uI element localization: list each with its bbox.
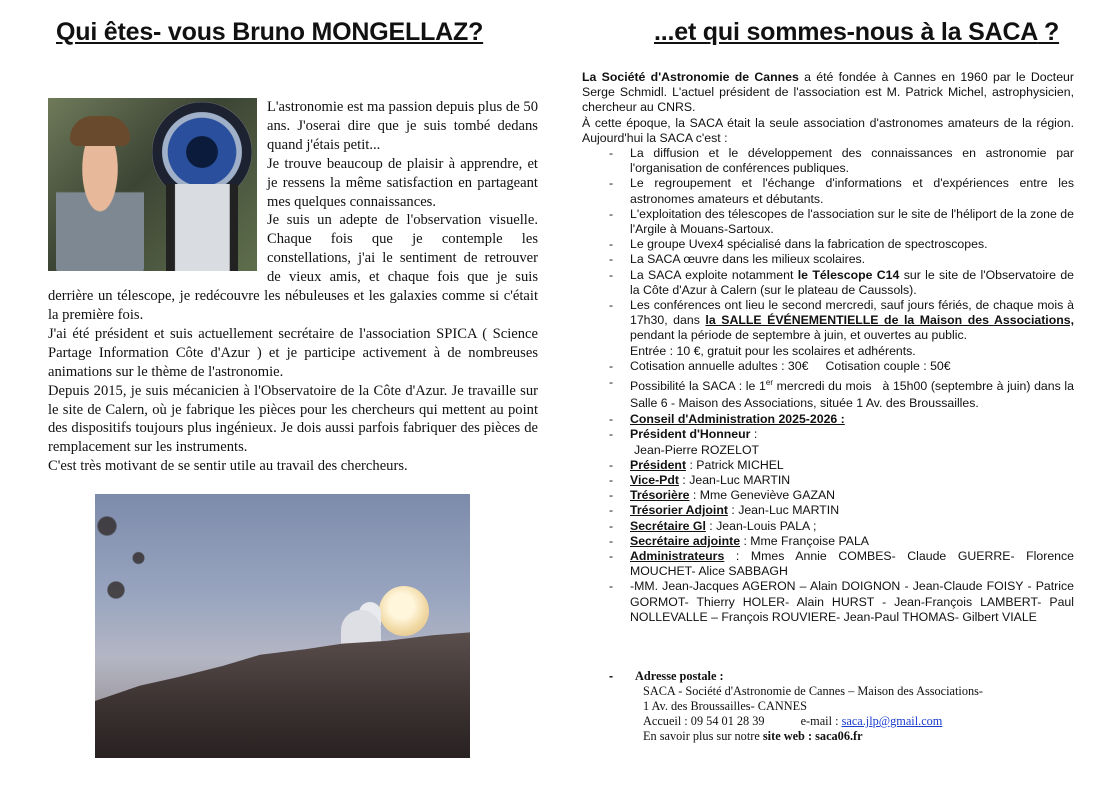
c14-bold: le Télescope C14 <box>797 267 900 282</box>
c14-pre: La SACA exploite notamment <box>630 267 798 282</box>
moon-image <box>379 586 429 636</box>
bio-paragraph-4: J'ai été président et suis actuellement secrétaire de l'association SPICA ( Science Partage Information Côte d'Azur ) et je participe activement à de nombreuses animations sur le thème de l'astronomie. <box>48 325 538 380</box>
address-email-label: e-mail : <box>800 714 842 728</box>
board-item <box>609 488 1074 503</box>
observatory-dome <box>341 610 381 646</box>
observatory-moon-photo <box>95 494 470 758</box>
conseil-title: Conseil d'Administration 2025-2026 : <box>630 412 845 427</box>
board-name: Mmes Annie COMBES- Claude GUERRE- Florence MOUCHET- Alice SABBAGH <box>630 548 1074 579</box>
board-sep: : <box>727 503 739 518</box>
bio-paragraph-6: C'est très motivant de se sentir utile au travail des chercheurs. <box>48 458 408 475</box>
board-name: Mme Geneviève GAZAN <box>699 488 836 503</box>
address-dash: - <box>609 669 614 683</box>
board-item <box>609 534 1074 549</box>
address-web-pre: En savoir plus sur notre <box>643 729 763 743</box>
board-name: Jean-Louis PALA ; <box>716 518 817 533</box>
board-role: Administrateurs <box>630 548 725 563</box>
board-item <box>609 427 1074 457</box>
board-sep: : <box>686 457 697 472</box>
list-item: - L'exploitation des télescopes de l'association sur le site de l'héliport de la zone de l'Argile à Mouans-Sartoux. <box>609 207 1074 237</box>
board-role: Président d'Honneur <box>630 427 751 442</box>
address-body <box>609 669 1069 744</box>
postal-address <box>609 669 1069 744</box>
board-name: Mme Françoise PALA <box>750 533 869 548</box>
portrait-photo <box>48 98 257 271</box>
bio-paragraph-5: Depuis 2015, je suis mécanicien à l'Observatoire de la Côte d'Azur. Je travaille sur le site de Calern, où je fabrique les pièces pour les chercheurs qui mettent au point des dispositifs toujours plus ingénieux. Je dois aussi parfois fabriquer des pièces de remplacement sur les instruments. <box>48 382 538 456</box>
list-item-cotisation: - Cotisation annuelle adultes : 30€ Cotisation couple : 50€ <box>609 359 1074 374</box>
list-item-possibilite <box>609 374 1078 412</box>
board-item <box>609 519 1074 534</box>
conf-post: pendant la période de septembre à juin, et ouvertes au public. <box>630 328 968 343</box>
address-title: Adresse postale : <box>635 669 724 683</box>
board-role: Trésorière <box>630 488 690 503</box>
board-name: Jean-Pierre ROZELOT <box>634 442 760 457</box>
board-role: Vice-Pdt <box>630 472 679 487</box>
board-role: Secrétaire Gl <box>630 518 706 533</box>
list-item-c14 <box>609 268 1074 298</box>
board-name: Patrick MICHEL <box>696 457 784 472</box>
address-line-2: 1 Av. des Broussailles- CANNES <box>643 699 807 713</box>
right-title-question: ? <box>1037 18 1060 46</box>
intro-paragraph <box>582 70 1074 116</box>
bio-paragraph-2: Je trouve beaucoup de plaisir à apprendre, et je ressens la même satisfaction en partageant mes quelques connaissances. <box>267 155 538 210</box>
board-item <box>609 458 1074 473</box>
board-role: Secrétaire adjointe <box>630 533 741 548</box>
saca-text <box>582 70 1078 625</box>
list-item-conferences <box>609 298 1074 359</box>
conf-pre: Les conférences ont lieu le second mercredi, sauf jours fériés, de chaque mois à 17h30, dans <box>630 298 1074 328</box>
board-role: Trésorier Adjoint <box>630 503 728 518</box>
intro-bold: La Société d'Astronomie de Cannes <box>582 70 799 84</box>
list-item: - Le regroupement et l'échange d'informations et d'expériences entre les astronomes amateurs et débutants. <box>609 176 1074 206</box>
board-item <box>609 503 1074 518</box>
intro-paragraph-2: À cette époque, la SACA était la seule association d'astronomes amateurs de la région. Aujourd'hui la SACA c'est : <box>582 115 1074 145</box>
c14-post: sur le site de l'Observatoire de la Côte d'Azur à Calern (sur le plateau de Caussols). <box>630 267 1075 297</box>
list-item-conseil <box>609 412 1074 427</box>
poss-post: mercredi du mois à 15h00 (septembre à juin) dans la Salle 6 - Maison des Associations, située 1 Av. des Broussailles. <box>630 379 1078 411</box>
right-title <box>654 18 1059 47</box>
poss-sup: er <box>765 378 774 388</box>
board-name: Jean-Luc MARTIN <box>689 472 791 487</box>
board-sep: : <box>740 533 751 548</box>
address-line-1: SACA - Société d'Astronomie de Cannes – Maison des Associations- <box>643 684 984 698</box>
intro-rest: a été fondée à Cannes en 1960 par le Docteur Serge Schmidl. L'actuel président de l'association est M. Patrick Michel, astrophysicien, chercheur au CNRS. <box>582 70 1074 115</box>
board-name: Jean-Luc MARTIN <box>738 503 840 518</box>
conf-bold: la SALLE ÉVÉNEMENTIELLE de la Maison des Associations, <box>705 313 1074 328</box>
telescope-tube-image <box>166 184 238 271</box>
right-title-main: ...et qui sommes-nous à la SACA <box>654 18 1038 46</box>
address-phone: Accueil : 09 54 01 28 39 <box>643 714 765 728</box>
list-item: - La diffusion et le développement des connaissances en astronomie par l'organisation de conférences publiques. <box>609 146 1074 176</box>
board-sep: : <box>724 548 751 563</box>
left-title: Qui êtes- vous Bruno MONGELLAZ? <box>56 18 484 46</box>
board-members: - -MM. Jean-Jacques AGERON – Alain DOIGNON - Jean-Claude FOISY - Patrice GORMOT- Thierry HOLER- Alain HURST - Jean-François LAMBERT- Paul NOLLEVALLE – François ROUVIERE- Jean-Paul THOMAS- Gilbert VIALE <box>609 579 1074 625</box>
list-item: - La SACA œuvre dans les milieux scolaires. <box>609 252 1074 267</box>
poss-pre: Possibilité la SACA : le 1 <box>630 379 766 394</box>
board-sep: : <box>678 472 690 487</box>
person-image <box>56 124 144 271</box>
activities-list <box>582 146 1078 625</box>
board-sep: : <box>750 427 758 442</box>
board-item <box>609 549 1074 579</box>
board-sep: : <box>689 488 700 503</box>
hair-image <box>70 116 130 146</box>
board-item <box>609 473 1074 488</box>
bio-text <box>48 98 538 476</box>
tree-branches <box>95 494 179 654</box>
board-sep: : <box>705 518 717 533</box>
conf-entry: Entrée : 10 €, gratuit pour les scolaires et adhérents. <box>630 343 916 358</box>
list-item: - Le groupe Uvex4 spécialisé dans la fabrication de spectroscopes. <box>609 237 1074 252</box>
address-web: site web : saca06.fr <box>762 729 863 743</box>
bio-paragraph-3: Je suis un adepte de l'observation visuelle. Chaque fois que je contemple les constellations, j'ai le sentiment de retrouver de vieux amis, et chaque fois que je suis derrière un télescope, je redécouvre les nébuleuses et les galaxies comme si c'était la première fois. <box>48 212 538 323</box>
email-link[interactable]: saca.jlp@gmail.com <box>841 714 943 728</box>
bio-paragraph-1: L'astronomie est ma passion depuis plus de 50 ans. J'oserai dire que je suis tombé dedans quand j'étais petit... <box>267 99 538 153</box>
board-role: Président <box>630 457 687 472</box>
